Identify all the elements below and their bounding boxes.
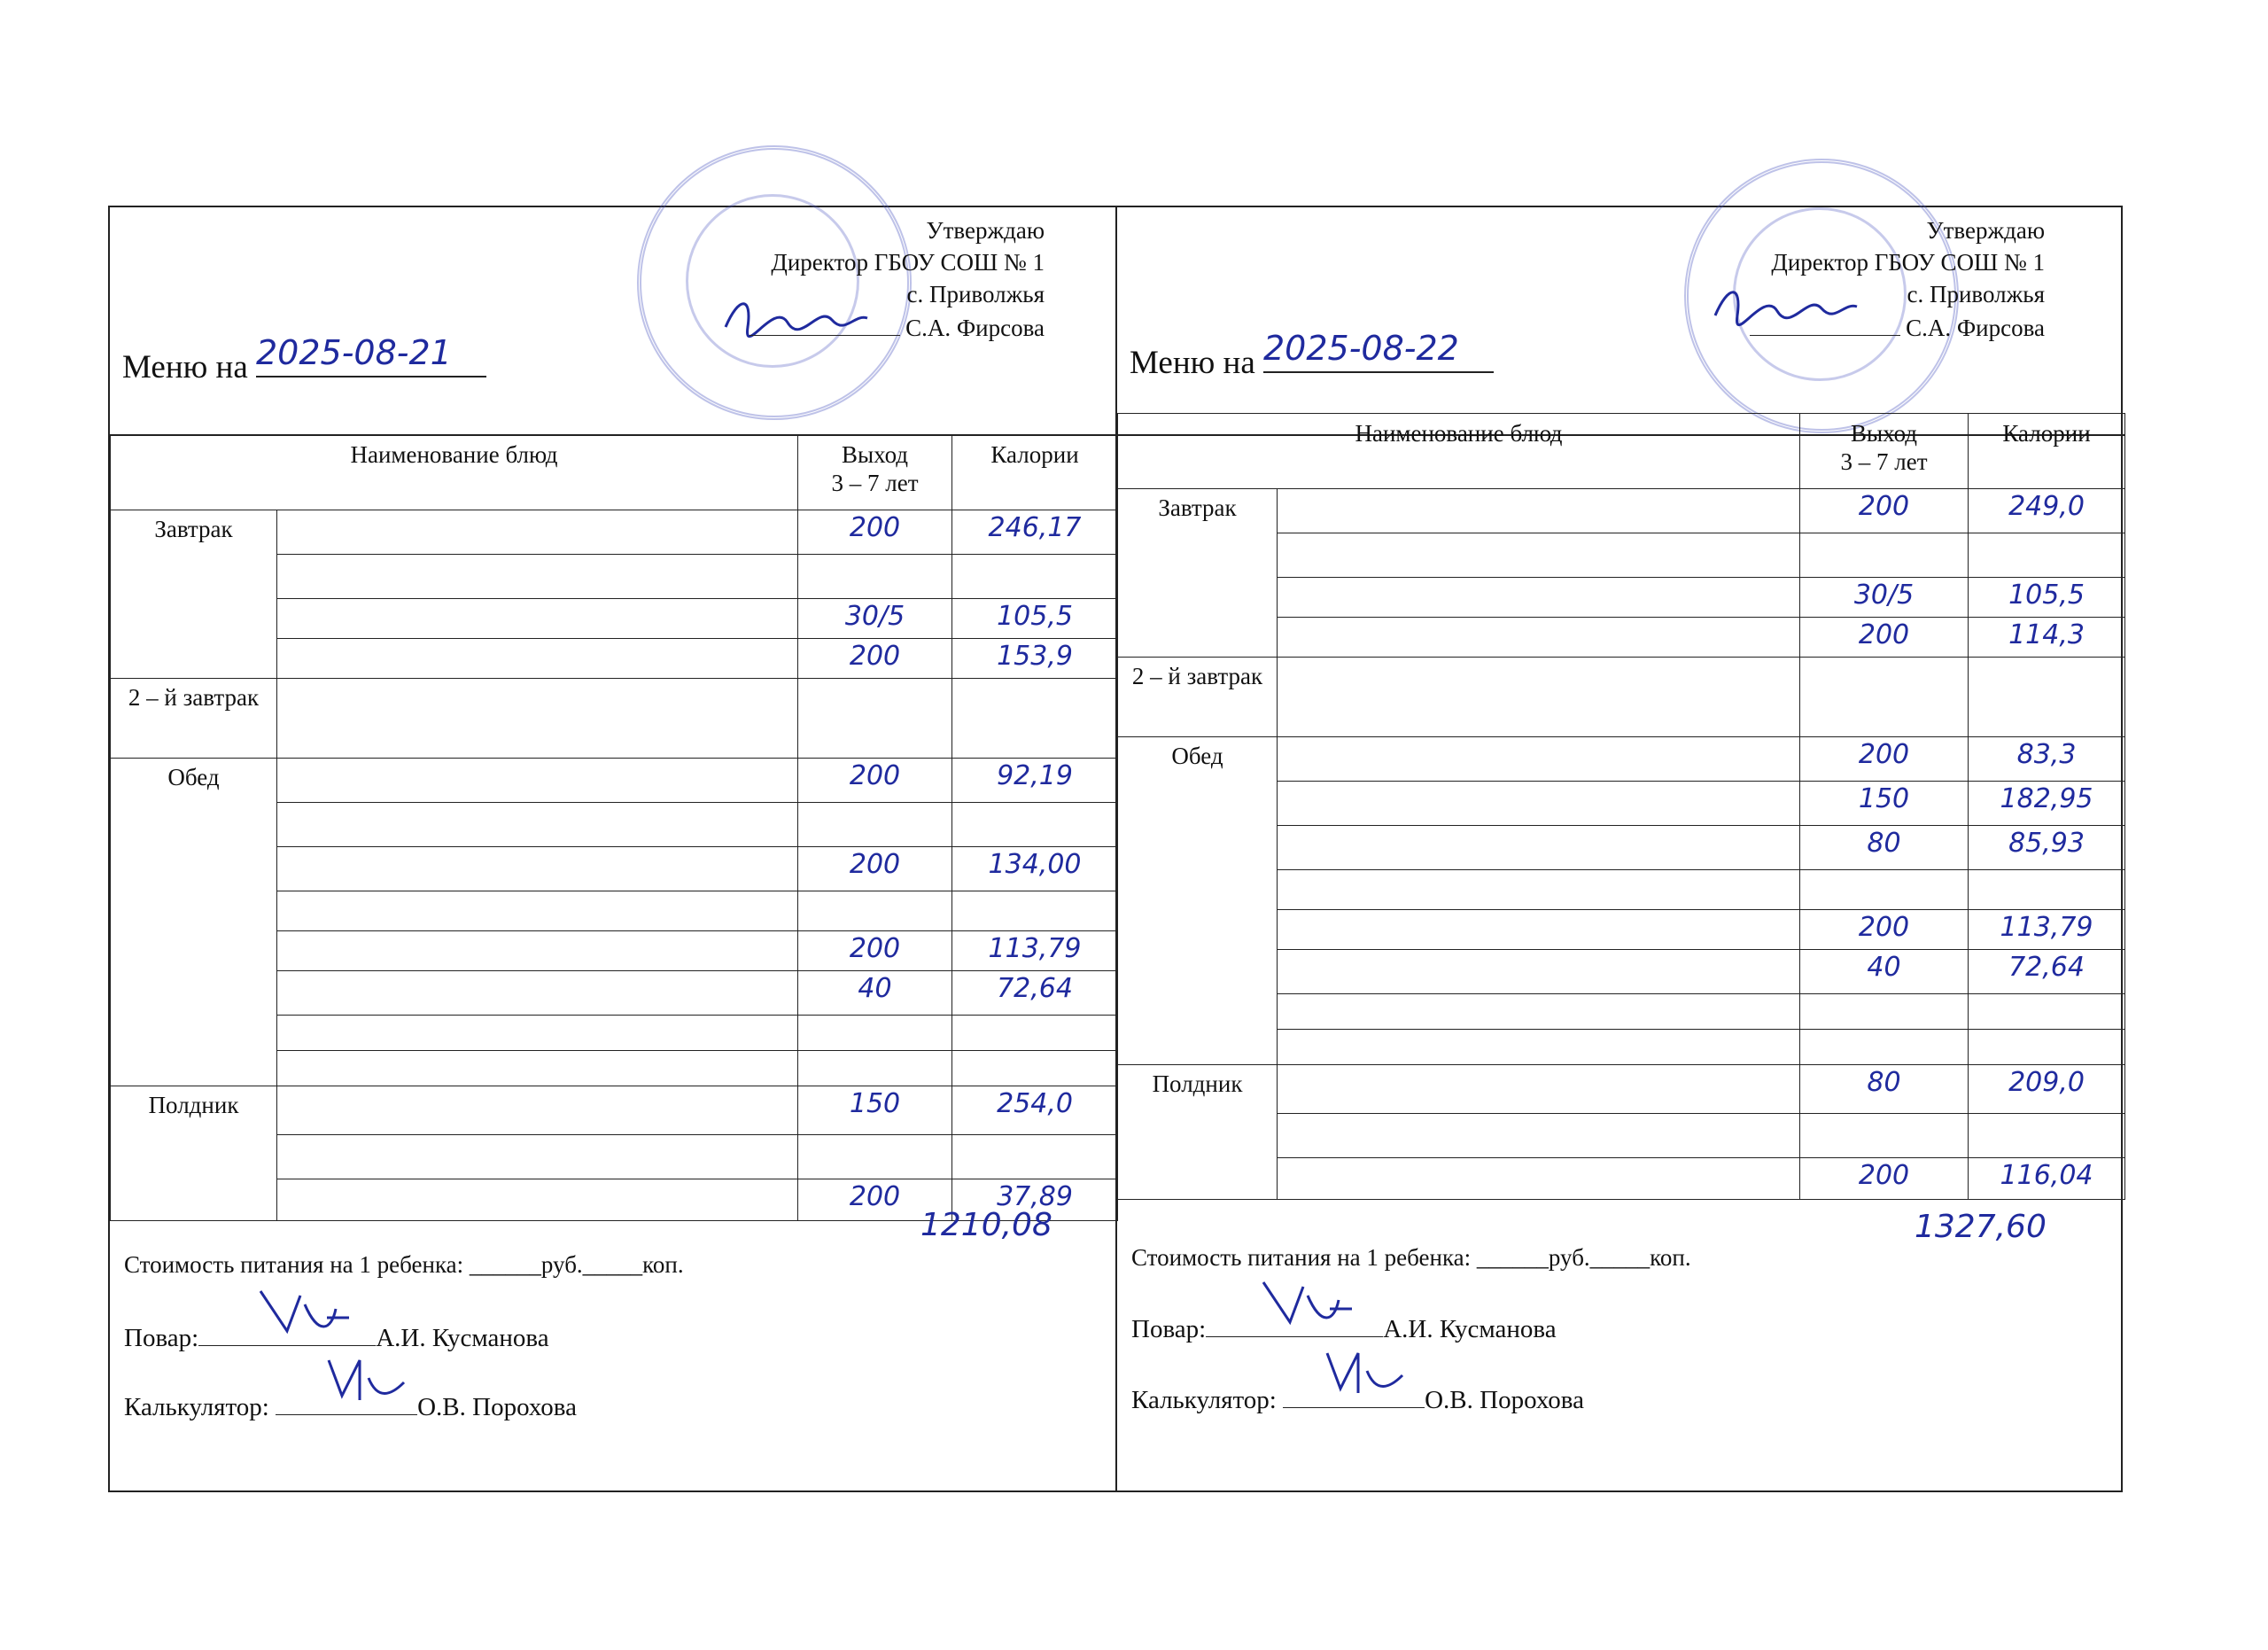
meal-lunch: Обед (1118, 737, 1278, 1065)
calories-cell: 209,0 (1969, 1065, 2125, 1114)
dish-cell (1278, 1065, 1800, 1114)
dish-cell (1278, 1030, 1800, 1065)
output-cell (798, 1051, 952, 1086)
output-cell: 200 (1800, 737, 1969, 782)
calories-cell (952, 1016, 1118, 1051)
cost-label: Стоимость питания на 1 ребенка: ______руб._____коп. (1131, 1244, 1691, 1271)
output-cell (798, 1135, 952, 1179)
dish-cell (1278, 910, 1800, 950)
calories-cell: 113,79 (952, 931, 1118, 971)
output-cell (1800, 1114, 1969, 1158)
calories-cell: 254,0 (952, 1086, 1118, 1135)
cost-value: 1327,60 (1915, 1209, 2047, 1245)
menu-date: 2025-08-21 (256, 333, 452, 372)
meal-second-breakfast: 2 – й завтрак (111, 679, 277, 759)
output-cell: 80 (1800, 1065, 1969, 1114)
cook-signature-icon (1254, 1273, 1361, 1335)
cook-signature-icon (252, 1282, 358, 1344)
output-cell (1800, 994, 1969, 1030)
form-header (110, 207, 1115, 436)
calories-cell: 85,93 (1969, 826, 2125, 870)
calories-cell: 134,00 (952, 847, 1118, 891)
col-output-header: Выход 3 – 7 лет (798, 435, 952, 510)
cost-value: 1210,08 (920, 1207, 1052, 1243)
signature-line (750, 310, 900, 336)
form-header (1117, 207, 2124, 436)
calories-cell (1969, 870, 2125, 910)
signature-line (1750, 310, 1900, 336)
form-footer (110, 1198, 1115, 1492)
calories-cell (1969, 1114, 2125, 1158)
col-calories-header: Калории (1969, 414, 2125, 489)
calories-cell (1969, 1030, 2125, 1065)
approve-director: С.А. Фирсова (750, 310, 1045, 344)
dish-cell (277, 679, 798, 759)
dish-cell (1278, 870, 1800, 910)
approve-title: Утверждаю (926, 217, 1045, 244)
col-output-header: Выход 3 – 7 лет (1800, 414, 1969, 489)
dish-cell (1278, 533, 1800, 578)
approve-position: Директор ГБОУ СОШ № 1 (1771, 249, 2045, 276)
dish-cell (277, 1051, 798, 1086)
cook-line: Повар: А.И. Кусманова (1131, 1313, 1557, 1344)
calories-cell: 246,17 (952, 510, 1118, 555)
calc-signature-icon (320, 1351, 426, 1413)
calories-cell (952, 1135, 1118, 1179)
calories-cell (1969, 533, 2125, 578)
dish-cell (277, 1086, 798, 1135)
menu-title: Меню на 2025-08-21 (122, 340, 486, 386)
output-cell: 30/5 (798, 599, 952, 639)
dish-cell (1278, 994, 1800, 1030)
output-cell: 40 (1800, 950, 1969, 994)
calories-cell (952, 803, 1118, 847)
output-cell: 150 (1800, 782, 1969, 826)
output-cell: 200 (1800, 618, 1969, 658)
dish-cell (277, 639, 798, 679)
calc-signature-line (276, 1391, 417, 1415)
output-cell (798, 803, 952, 847)
dish-cell (277, 759, 798, 803)
output-cell (798, 555, 952, 599)
dish-cell (277, 847, 798, 891)
calc-signature-line (1283, 1384, 1425, 1408)
dish-cell (1278, 782, 1800, 826)
output-cell (798, 891, 952, 931)
calories-cell: 182,95 (1969, 782, 2125, 826)
calories-cell: 113,79 (1969, 910, 2125, 950)
dish-cell (277, 599, 798, 639)
menu-title: Меню на 2025-08-22 (1130, 336, 1494, 382)
calories-cell (952, 891, 1118, 931)
calc-signature-icon (1318, 1344, 1425, 1406)
calories-cell: 116,04 (1969, 1158, 2125, 1200)
output-cell (1800, 533, 1969, 578)
calories-cell (952, 1051, 1118, 1086)
cook-line: Повар: А.И. Кусманова (124, 1322, 549, 1353)
calories-cell: 153,9 (952, 639, 1118, 679)
output-cell: 200 (1800, 489, 1969, 533)
output-cell (798, 679, 952, 759)
calories-cell: 249,0 (1969, 489, 2125, 533)
approval-block (1750, 214, 2045, 344)
dish-cell (1278, 1158, 1800, 1200)
col-calories-header: Калории (952, 435, 1118, 510)
menu-form-left (110, 207, 1117, 1490)
calories-cell (952, 679, 1118, 759)
approve-director: С.А. Фирсова (1750, 310, 2045, 344)
output-cell (1800, 658, 1969, 737)
menu-table (1117, 413, 2125, 1200)
dish-cell (1278, 826, 1800, 870)
output-cell: 200 (798, 1179, 952, 1221)
col-dish-header: Наименование блюд (111, 435, 798, 510)
output-cell (1800, 1030, 1969, 1065)
meal-snack: Полдник (111, 1086, 277, 1221)
output-cell: 200 (798, 759, 952, 803)
dish-cell (1278, 950, 1800, 994)
calculator-line: Калькулятор: О.В. Порохова (124, 1391, 577, 1422)
meal-lunch: Обед (111, 759, 277, 1086)
calories-cell (1969, 658, 2125, 737)
menu-sheet (108, 206, 2123, 1492)
calories-cell: 92,19 (952, 759, 1118, 803)
output-cell: 200 (798, 847, 952, 891)
dish-cell (277, 1135, 798, 1179)
meal-snack: Полдник (1118, 1065, 1278, 1200)
form-footer (1117, 1198, 2124, 1492)
calories-cell: 72,64 (1969, 950, 2125, 994)
calories-cell (1969, 994, 2125, 1030)
output-cell: 150 (798, 1086, 952, 1135)
approval-block (750, 214, 1045, 344)
calories-cell: 37,89 (952, 1179, 1118, 1221)
dish-cell (1278, 658, 1800, 737)
approve-village: с. Приволжья (906, 281, 1045, 307)
cook-signature-line (198, 1322, 376, 1346)
meal-breakfast: Завтрак (111, 510, 277, 679)
dish-cell (277, 891, 798, 931)
output-cell: 200 (798, 639, 952, 679)
dish-cell (1278, 578, 1800, 618)
output-cell: 200 (1800, 910, 1969, 950)
meal-second-breakfast: 2 – й завтрак (1118, 658, 1278, 737)
output-cell: 80 (1800, 826, 1969, 870)
dish-cell (277, 555, 798, 599)
approve-village: с. Приволжья (1907, 281, 2045, 307)
calculator-line: Калькулятор: О.В. Порохова (1131, 1384, 1584, 1415)
output-cell (798, 1016, 952, 1051)
output-cell: 30/5 (1800, 578, 1969, 618)
menu-date: 2025-08-22 (1263, 329, 1459, 368)
calories-cell: 83,3 (1969, 737, 2125, 782)
dish-cell (1278, 1114, 1800, 1158)
dish-cell (277, 931, 798, 971)
menu-table (110, 434, 1118, 1221)
approve-position: Директор ГБОУ СОШ № 1 (771, 249, 1045, 276)
meal-breakfast: Завтрак (1118, 489, 1278, 658)
dish-cell (277, 1016, 798, 1051)
cook-signature-line (1206, 1313, 1383, 1337)
calories-cell: 105,5 (1969, 578, 2125, 618)
dish-cell (277, 803, 798, 847)
col-dish-header: Наименование блюд (1118, 414, 1800, 489)
output-cell: 40 (798, 971, 952, 1016)
calories-cell: 72,64 (952, 971, 1118, 1016)
output-cell: 200 (798, 510, 952, 555)
calories-cell: 105,5 (952, 599, 1118, 639)
menu-form-right (1117, 207, 2124, 1490)
cost-label: Стоимость питания на 1 ребенка: ______руб._____коп. (124, 1251, 684, 1278)
output-cell: 200 (798, 931, 952, 971)
dish-cell (1278, 489, 1800, 533)
calories-cell: 114,3 (1969, 618, 2125, 658)
dish-cell (1278, 737, 1800, 782)
approve-title: Утверждаю (1926, 217, 2045, 244)
dish-cell (277, 971, 798, 1016)
output-cell: 200 (1800, 1158, 1969, 1200)
output-cell (1800, 870, 1969, 910)
calories-cell (952, 555, 1118, 599)
dish-cell (1278, 618, 1800, 658)
dish-cell (277, 510, 798, 555)
